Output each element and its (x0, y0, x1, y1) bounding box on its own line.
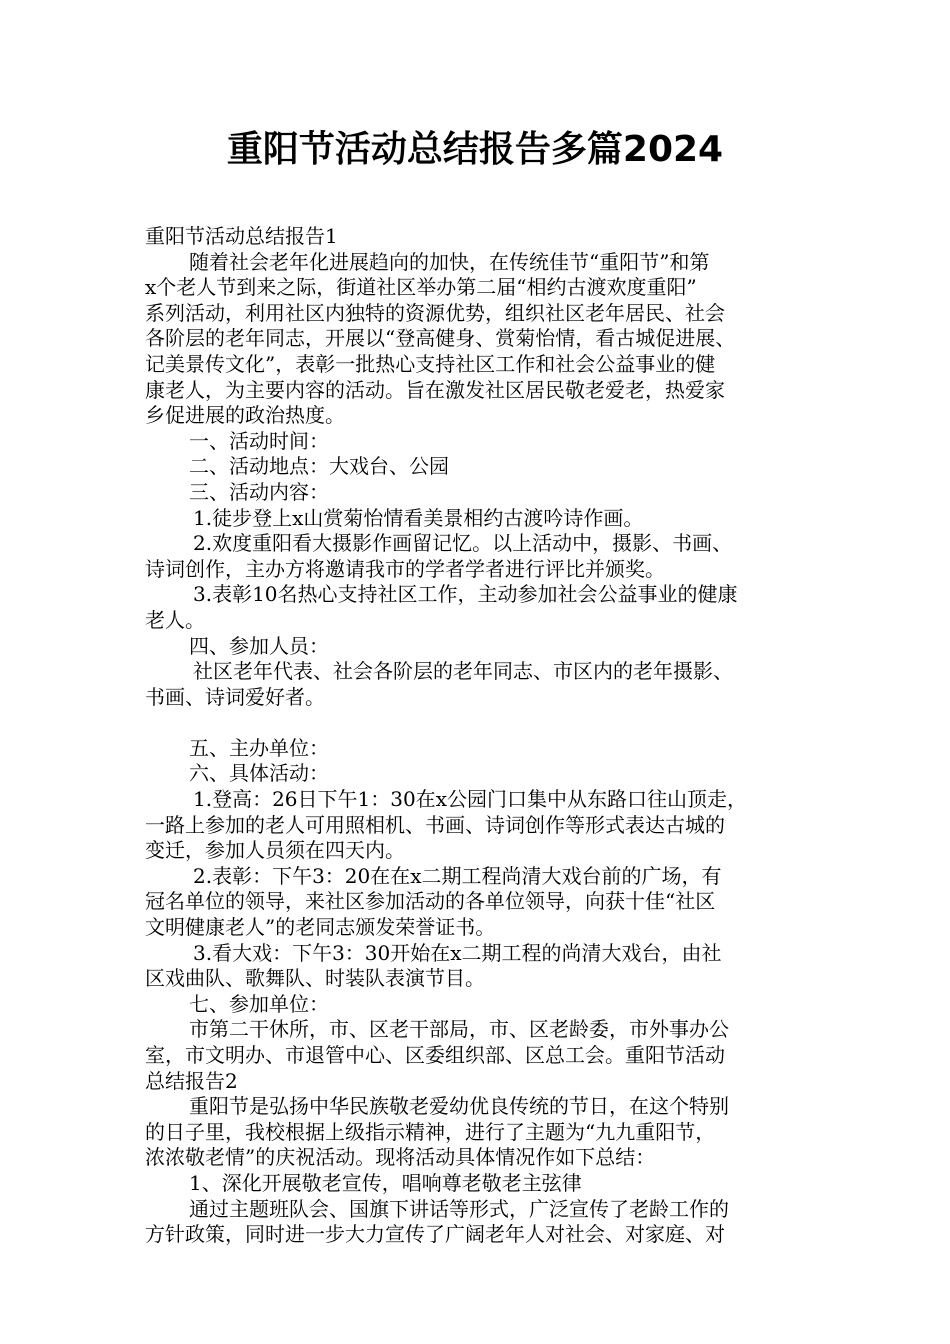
list-item-line: 2.欢度重阳看大摄影作画留记忆。以上活动中，摄影、书画、 (193, 531, 733, 556)
paragraph-line: 浓浓敬老情”的庆祝活动。现将活动具体情况作如下总结： (145, 1145, 656, 1170)
list-item-line: 文明健康老人”的老同志颁发荣誉证书。 (145, 915, 496, 940)
list-item-line: 1.徒步登上x山赏菊怡情看美景相约古渡吟诗作画。 (193, 505, 644, 530)
paragraph-line: 通过主题班队会、国旗下讲话等形式，广泛宣传了老龄工作的 (189, 1196, 729, 1221)
list-item-line: 诗词创作，主办方将邀请我市的学者学者进行评比并颁奖。 (145, 556, 665, 581)
section-heading: 重阳节活动总结报告1 (145, 224, 338, 248)
list-heading: 五、主办单位： (189, 735, 329, 760)
list-item-line: 2.表彰：下午3：20在在x二期工程尚清大戏台前的广场，有 (193, 863, 722, 888)
list-heading: 1、深化开展敬老宣传，唱响尊老敬老主弦律 (189, 1170, 582, 1195)
list-heading: 一、活动时间： (189, 428, 329, 453)
paragraph-line: 随着社会老年化进展趋向的加快，在传统佳节“重阳节”和第 (189, 249, 710, 274)
paragraph-line: 书画、诗词爱好者。 (145, 684, 325, 709)
list-heading: 二、活动地点：大戏台、公园 (189, 454, 449, 479)
document-body (145, 224, 815, 1248)
list-item-line: 一路上参加的老人可用照相机、书画、诗词创作等形式表达古城的 (145, 812, 725, 837)
list-heading: 七、参加单位： (189, 991, 329, 1016)
list-heading: 三、活动内容： (189, 479, 329, 504)
list-item-line: 老人。 (145, 607, 205, 632)
paragraph-line: 市第二干休所，市、区老干部局，市、区老龄委，市外事办公 (189, 1017, 729, 1042)
list-item-line: 变迁，参加人员须在四天内。 (145, 838, 405, 863)
paragraph-line: 记美景传文化”，表彰一批热心支持社区工作和社会公益事业的健 (145, 351, 716, 376)
paragraph-line: 总结报告2 (145, 1068, 238, 1093)
list-item-line: 3.看大戏：下午3：30开始在x二期工程的尚清大戏台，由社 (193, 940, 722, 965)
paragraph-line: 系列活动，利用社区内独特的资源优势，组织社区老年居民、社会 (145, 300, 725, 325)
list-item-line: 冠名单位的领导，来社区参加活动的各单位领导，向获十佳“社区 (145, 889, 716, 914)
list-heading: 四、参加人员： (189, 633, 329, 658)
paragraph-line: x个老人节到来之际，街道社区举办第二届“相约古渡欢度重阳” (145, 275, 697, 300)
paragraph-line: 康老人，为主要内容的活动。旨在激发社区居民敬老爱老，热爱家 (145, 377, 725, 402)
paragraph-line: 乡促进展的政治热度。 (145, 403, 345, 428)
paragraph-line: 社区老年代表、社会各阶层的老年同志、市区内的老年摄影、 (193, 659, 733, 684)
document-title: 重阳节活动总结报告多篇2024 (226, 129, 724, 170)
paragraph-line: 各阶层的老年同志，开展以“登高健身、赏菊怡情，看古城促进展、 (145, 326, 736, 351)
list-heading: 六、具体活动： (189, 761, 329, 786)
paragraph-line: 重阳节是弘扬中华民族敬老爱幼优良传统的节日，在这个特别 (189, 1094, 729, 1119)
list-item-line: 3.表彰10名热心支持社区工作，主动参加社会公益事业的健康 (193, 582, 738, 607)
paragraph-line: 的日子里，我校根据上级指示精神，进行了主题为“九九重阳节， (145, 1119, 716, 1144)
paragraph-line: 方针政策，同时进一步大力宣传了广阔老年人对社会、对家庭、对 (145, 1222, 725, 1247)
paragraph-line: 室，市文明办、市退管中心、区委组织部、区总工会。重阳节活动 (145, 1043, 725, 1067)
list-item-line: 区戏曲队、歌舞队、时装队表演节目。 (145, 966, 485, 991)
blank-line (145, 710, 815, 736)
list-item-line: 1.登高：26日下午1：30在x公园门口集中从东路口往山顶走， (193, 787, 747, 812)
